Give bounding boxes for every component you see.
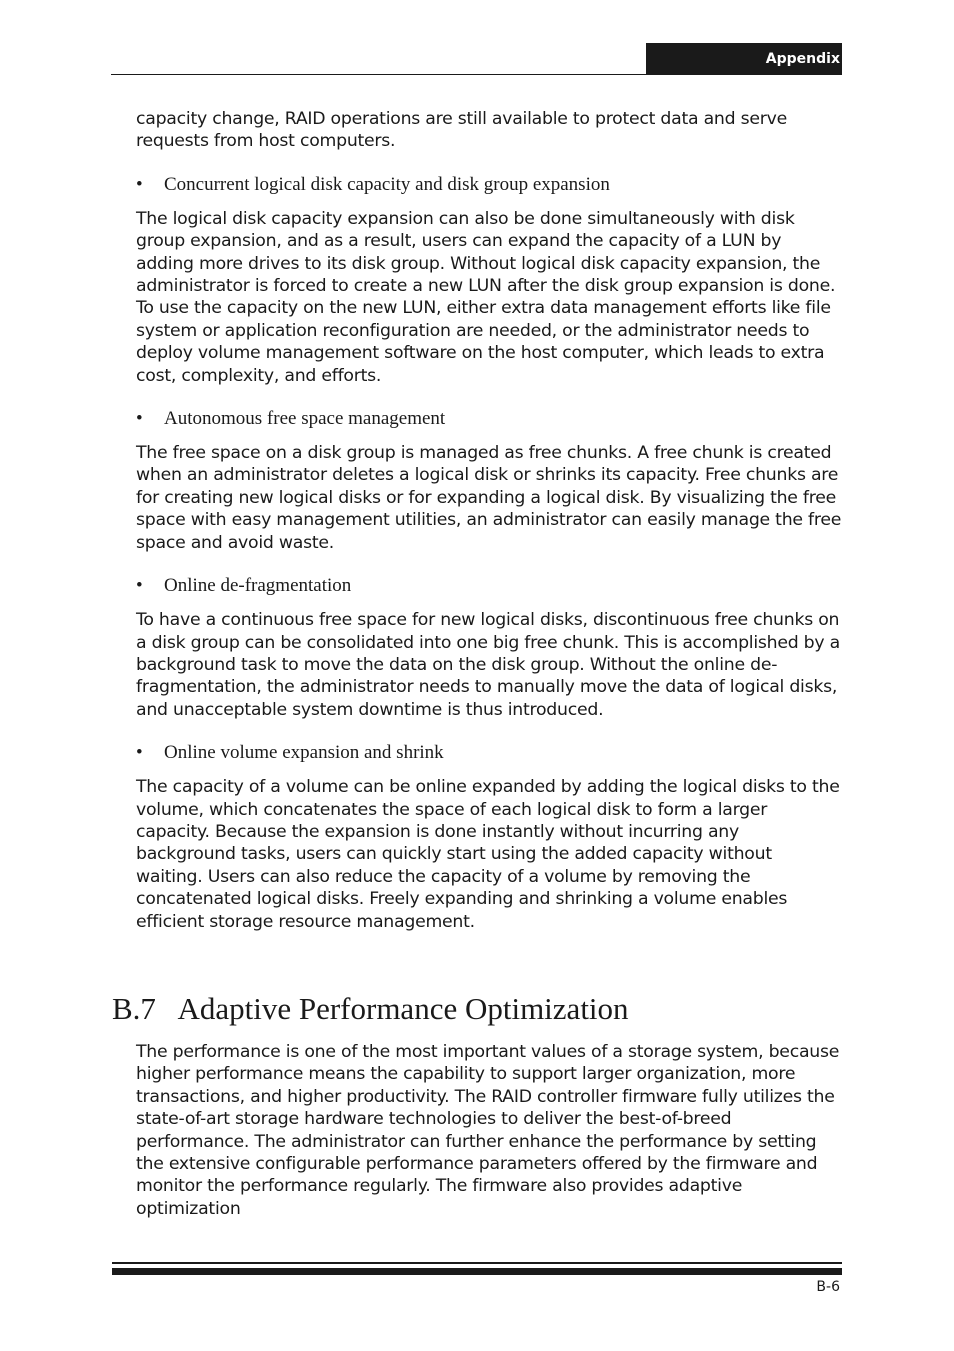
footer-rule-thin: [112, 1262, 842, 1264]
bullet-icon: •: [136, 408, 143, 430]
bullet-item-concurrent-expansion: [136, 173, 842, 197]
page-body: [136, 108, 842, 953]
bullet-item-defragmentation: [136, 574, 842, 598]
paragraph-defragmentation: To have a continuous free space for new logical disks, discontinuous free chunks on a disk group can be consolidated into one big free chunk. This is accomplished by a background task to move the data on the disk group. Without the online de-fragmentation, the administrator needs to manually move the data of logical disks, and unacceptable system downtime is thus introduced.: [136, 610, 840, 720]
paragraph-concurrent-expansion: The logical disk capacity expansion can also be done simultaneously with disk group expansion, and as a result, users can expand the capacity of a LUN by adding more drives to its disk group. Without logical disk capacity expansion, the administrator is forced to create a new LUN after the disk group expansion is done. To use the capacity on the new LUN, either extra data management efforts like file system or application reconfiguration are needed, or the administrator needs to deploy volume management software on the host computer, which leads to extra cost, complexity, and efforts.: [136, 208, 836, 386]
page-number: B-6: [816, 1279, 840, 1295]
paragraph-performance: The performance is one of the most important values of a storage system, because higher performance means the capability to support larger organization, more transactions, and higher productivity. The RAID controller firmware fully utilizes the state-of-art storage hardware technologies to deliver the best-of-breed performance. The administrator can further enhance the performance by setting the extensive configurable performance parameters offered by the firmware and monitor the performance regularly. The firmware also provides adaptive optimization: [136, 1042, 840, 1219]
page-body-section-b7: [136, 1041, 842, 1240]
bullet-text: Online de-fragmentation: [164, 575, 352, 597]
bullet-item-free-space: [136, 407, 842, 431]
section-heading: B.7 Adaptive Performance Optimization: [112, 991, 629, 1026]
footer-rule-thick: [112, 1268, 842, 1275]
paragraph-free-space: The free space on a disk group is managed as free chunks. A free chunk is created when an administrator deletes a logical disk or shrinks its capacity. Free chunks are for creating new logical disks or for expanding a logical disk. By visualizing the free space with easy management utilities, an administrator can easily manage the free space and avoid waste.: [136, 443, 842, 553]
bullet-icon: •: [136, 575, 143, 597]
paragraph-volume-expansion: The capacity of a volume can be online expanded by adding the logical disks to the volume, which concatenates the space of each logical disk to form a larger capacity. Because the expansion is done instantly without incurring any background tasks, users can quickly start using the added capacity without waiting. Users can also reduce the capacity of a volume by removing the concatenated logical disks. Freely expanding and shrinking a volume enables efficient storage resource management.: [136, 777, 840, 932]
bullet-item-volume-expansion: [136, 741, 842, 765]
bullet-text: Concurrent logical disk capacity and disk group expansion: [164, 173, 610, 195]
paragraph-capacity-change: capacity change, RAID operations are still available to protect data and serve requests from host computers.: [136, 109, 787, 152]
bullet-text: Autonomous free space management: [164, 408, 446, 430]
bullet-icon: •: [136, 742, 143, 764]
header-section-label: Appendix: [765, 51, 840, 67]
bullet-text: Online volume expansion and shrink: [164, 742, 444, 764]
bullet-icon: •: [136, 173, 143, 195]
header-section-tab: [646, 43, 842, 75]
